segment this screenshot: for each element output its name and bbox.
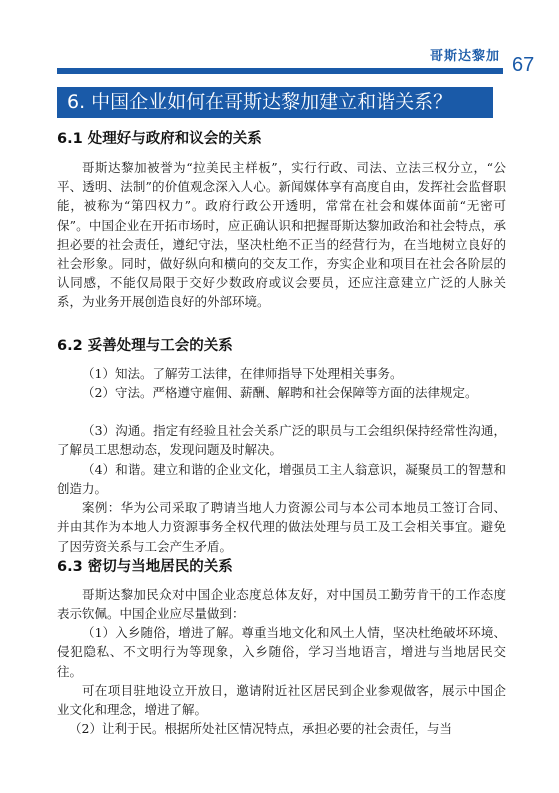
list-item-communicate: （3）沟通。指定有经验且社会关系广泛的职员与工会组织保持经常性沟通，了解员工思想动态，发现问题及时解决。: [57, 423, 506, 458]
section-title-6-2: 6.2 妥善处理与工会的关系: [57, 338, 233, 354]
paragraph: 可在项目驻地设立开放日，邀请附近社区居民到企业参观做客，展示中国企业文化和理念，增进了解。: [57, 683, 506, 718]
list-item-benefit-people: （2）让利于民。根据所处社区情况特点，承担必要的社会责任，与当: [69, 721, 452, 736]
section-title-6-1: 6.1 处理好与政府和议会的关系: [57, 131, 262, 147]
header-divider: [57, 68, 503, 74]
page-number: 67: [512, 54, 535, 76]
case-study-paragraph: 案例：华为公司采取了聘请当地人力资源公司与本公司本地员工签订合同、并由其作为本地人力资源事务全权代理的做法处理与员工及工会相关事宜。避免了因劳资关系与工会产生矛盾。: [57, 500, 506, 554]
header-country-name: 哥斯达黎加: [430, 49, 501, 64]
chapter-title-banner: 6. 中国企业如何在哥斯达黎加建立和谐关系？: [57, 87, 493, 118]
list-item-know-law: （1）知法。了解劳工法律，在律师指导下处理相关事务。: [82, 366, 403, 381]
list-item-obey-law: （2）守法。严格遵守雇佣、薪酬、解聘和社会保障等方面的法律规定。: [82, 385, 478, 400]
list-item-harmony: （4）和谐。建立和谐的企业文化，增强员工主人翁意识，凝聚员工的智慧和创造力。: [57, 462, 506, 497]
list-item-local-customs: （1）入乡随俗，增进了解。尊重当地文化和风土人情，坚决杜绝破坏环境、侵犯隐私、不文明行为等现象，入乡随俗，学习当地语言，增进与当地居民交往。: [57, 625, 506, 679]
paragraph: 哥斯达黎加被誉为“拉美民主样板”，实行行政、司法、立法三权分立，“公平、透明、法制”的价值观念深入人心。新闻媒体享有高度自由，发挥社会监督职能，被称为“第四权力”。政府行政公开透明，常常在社会和媒体面前“无密可保”。中国企业在开拓市场时，应正确认识和把握哥斯达黎加政治和社会特点，承担必要的社会责任，遵纪守法，坚决杜绝不正当的经营行为，在当地树立良好的社会形象。同时，做好纵向和横向的交友工作，夯实企业和项目在社会各阶层的认同感，不能仅局限于交好少数政府或议会要员，还应注意建立广泛的人脉关系，为业务开展创造良好的外部环境。: [57, 160, 506, 310]
section-title-6-3: 6.3 密切与当地居民的关系: [57, 559, 233, 575]
paragraph: 哥斯达黎加民众对中国企业态度总体友好，对中国员工勤劳肯干的工作态度表示钦佩。中国企业应尽量做到：: [57, 587, 506, 622]
